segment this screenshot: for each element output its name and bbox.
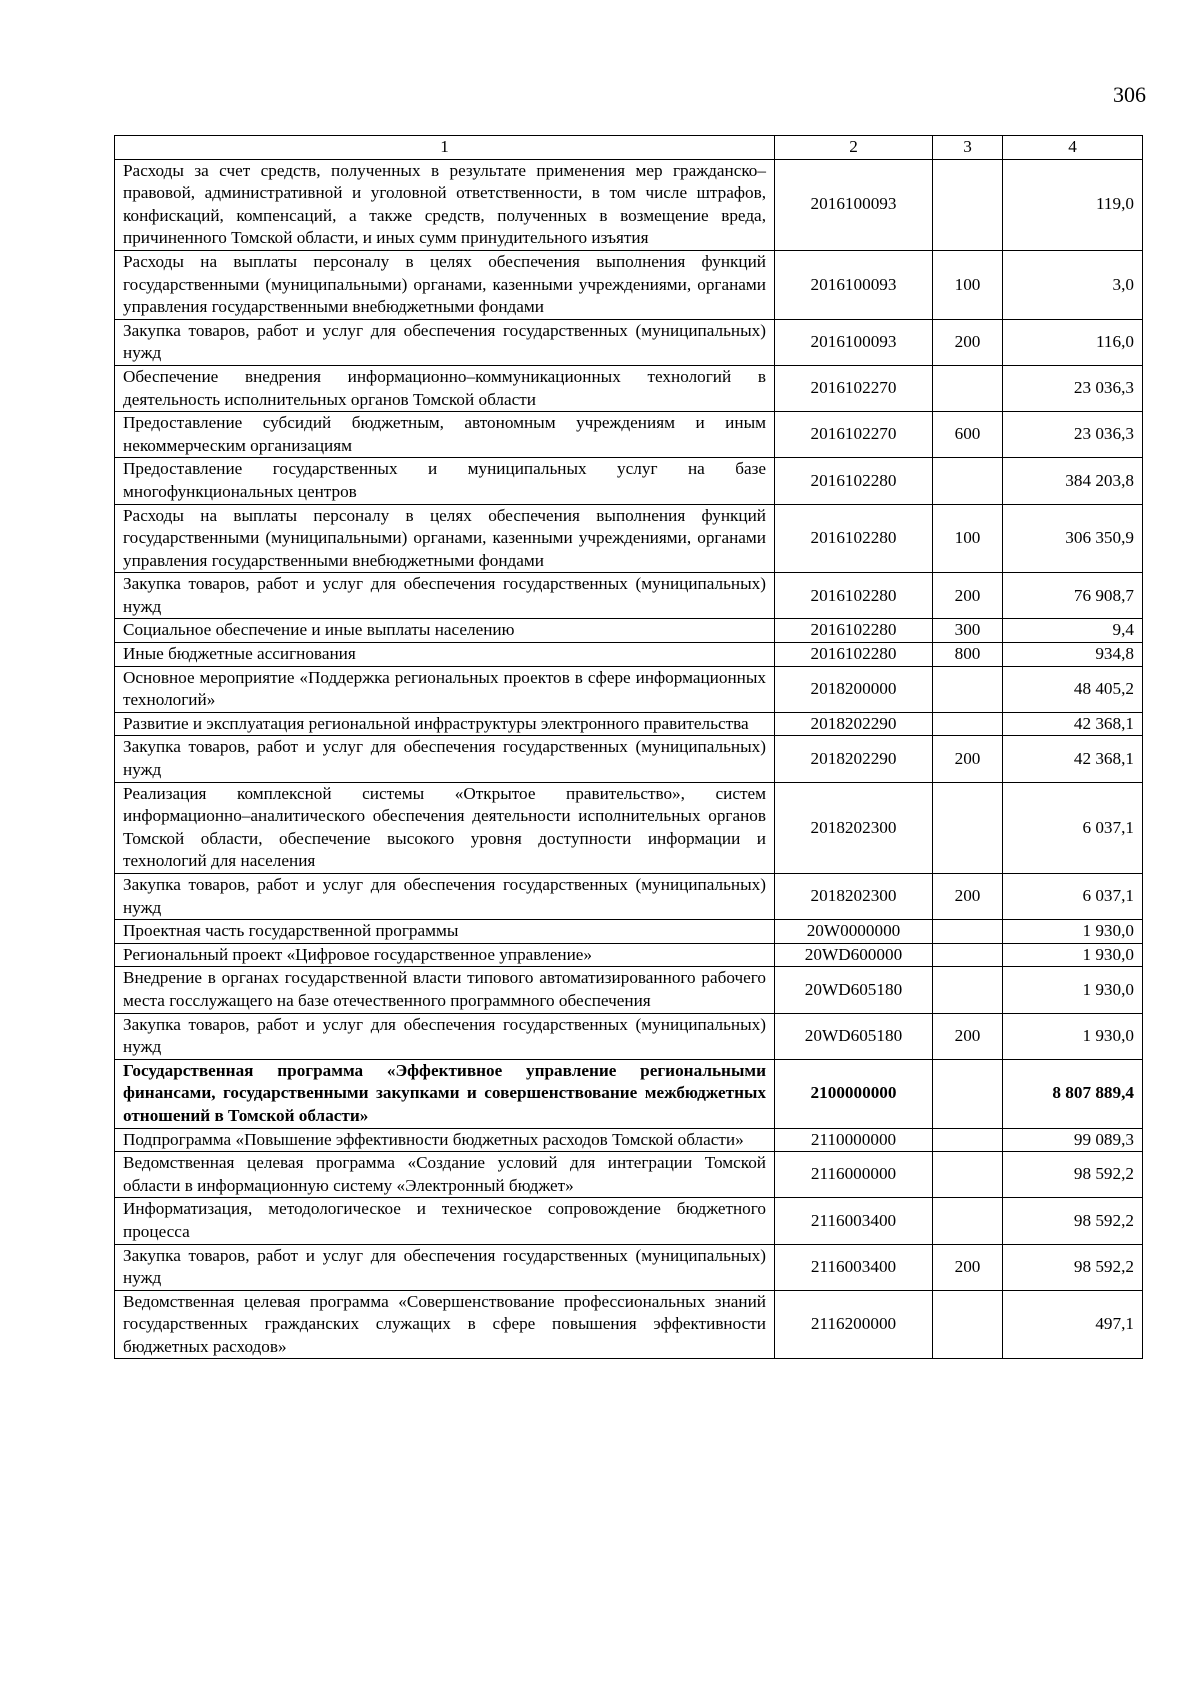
row-name: Реализация комплексной системы «Открытое правительство», систем информационно–аналитического обеспечения деятельности исполнительных органов Томской области, обеспечение высокого уровня доступности информации и технологий для населения — [115, 782, 775, 873]
row-expense-type: 200 — [933, 1013, 1003, 1059]
row-name: Обеспечение внедрения информационно–коммуникационных технологий в деятельность исполнительных органов Томской области — [115, 365, 775, 411]
row-amount: 384 203,8 — [1003, 458, 1143, 504]
table-row — [115, 1198, 1143, 1244]
table-row — [115, 643, 1143, 667]
table-row — [115, 1290, 1143, 1359]
table-row — [115, 504, 1143, 573]
row-expense-type: 200 — [933, 573, 1003, 619]
row-name: Предоставление государственных и муниципальных услуг на базе многофункциональных центров — [115, 458, 775, 504]
row-expense-type — [933, 1059, 1003, 1128]
row-expense-type: 100 — [933, 504, 1003, 573]
row-target-code: 2016102280 — [775, 458, 933, 504]
row-expense-type — [933, 159, 1003, 250]
row-amount: 306 350,9 — [1003, 504, 1143, 573]
row-name: Основное мероприятие «Поддержка региональных проектов в сфере информационных технологий» — [115, 666, 775, 712]
row-name: Расходы на выплаты персоналу в целях обеспечения выполнения функций государственными (муниципальными) органами, казенными учреждениями, органами управления государственными внебюджетными фондами — [115, 250, 775, 319]
row-name: Закупка товаров, работ и услуг для обеспечения государственных (муниципальных) нужд — [115, 874, 775, 920]
row-expense-type — [933, 458, 1003, 504]
row-expense-type: 100 — [933, 250, 1003, 319]
table-row — [115, 1244, 1143, 1290]
table-row — [115, 1128, 1143, 1152]
table-row — [115, 943, 1143, 967]
table-row — [115, 365, 1143, 411]
row-expense-type: 200 — [933, 319, 1003, 365]
row-amount: 6 037,1 — [1003, 782, 1143, 873]
row-target-code: 2018202300 — [775, 874, 933, 920]
row-amount: 119,0 — [1003, 159, 1143, 250]
row-target-code: 2116200000 — [775, 1290, 933, 1359]
table-row — [115, 458, 1143, 504]
row-amount: 1 930,0 — [1003, 1013, 1143, 1059]
row-target-code: 2018202290 — [775, 712, 933, 736]
row-target-code: 2016100093 — [775, 250, 933, 319]
row-name: Расходы на выплаты персоналу в целях обеспечения выполнения функций государственными (муниципальными) органами, казенными учреждениями, органами управления государственными внебюджетными фондами — [115, 504, 775, 573]
row-name: Закупка товаров, работ и услуг для обеспечения государственных (муниципальных) нужд — [115, 573, 775, 619]
row-amount: 23 036,3 — [1003, 365, 1143, 411]
row-expense-type — [933, 666, 1003, 712]
table-row — [115, 1013, 1143, 1059]
page-number: 306 — [1113, 82, 1146, 107]
row-expense-type — [933, 1128, 1003, 1152]
row-name: Региональный проект «Цифровое государственное управление» — [115, 943, 775, 967]
row-name: Предоставление субсидий бюджетным, автономным учреждениям и иным некоммерческим организациям — [115, 412, 775, 458]
row-amount: 42 368,1 — [1003, 736, 1143, 782]
row-amount: 98 592,2 — [1003, 1198, 1143, 1244]
row-target-code: 2018202290 — [775, 736, 933, 782]
table-row — [115, 1059, 1143, 1128]
table-row — [115, 712, 1143, 736]
row-name: Государственная программа «Эффективное управление региональными финансами, государственными закупками и совершенствование межбюджетных отношений в Томской области» — [115, 1059, 775, 1128]
row-amount: 48 405,2 — [1003, 666, 1143, 712]
row-expense-type — [933, 1152, 1003, 1198]
row-expense-type — [933, 1198, 1003, 1244]
table-row — [115, 573, 1143, 619]
row-target-code: 20WD600000 — [775, 943, 933, 967]
header-col-1: 1 — [115, 136, 775, 160]
row-expense-type: 600 — [933, 412, 1003, 458]
row-amount: 8 807 889,4 — [1003, 1059, 1143, 1128]
row-expense-type — [933, 943, 1003, 967]
row-name: Развитие и эксплуатация региональной инфраструктуры электронного правительства — [115, 712, 775, 736]
header-col-4: 4 — [1003, 136, 1143, 160]
header-col-3: 3 — [933, 136, 1003, 160]
row-name: Закупка товаров, работ и услуг для обеспечения государственных (муниципальных) нужд — [115, 1244, 775, 1290]
row-amount: 497,1 — [1003, 1290, 1143, 1359]
row-name: Ведомственная целевая программа «Совершенствование профессиональных знаний государственных гражданских служащих в сфере повышения эффективности бюджетных расходов» — [115, 1290, 775, 1359]
row-target-code: 2016100093 — [775, 319, 933, 365]
row-expense-type — [933, 782, 1003, 873]
table-row — [115, 782, 1143, 873]
row-amount: 1 930,0 — [1003, 967, 1143, 1013]
table-row — [115, 736, 1143, 782]
row-name: Закупка товаров, работ и услуг для обеспечения государственных (муниципальных) нужд — [115, 736, 775, 782]
row-expense-type — [933, 1290, 1003, 1359]
table-row — [115, 874, 1143, 920]
row-target-code: 2016102280 — [775, 619, 933, 643]
row-target-code: 2100000000 — [775, 1059, 933, 1128]
row-expense-type — [933, 712, 1003, 736]
row-target-code: 2016102280 — [775, 504, 933, 573]
row-expense-type — [933, 365, 1003, 411]
row-target-code: 2016102280 — [775, 643, 933, 667]
row-name: Ведомственная целевая программа «Создание условий для интеграции Томской области в информационную систему «Электронный бюджет» — [115, 1152, 775, 1198]
row-name: Информатизация, методологическое и техническое сопровождение бюджетного процесса — [115, 1198, 775, 1244]
row-name: Проектная часть государственной программы — [115, 920, 775, 944]
row-target-code: 20WD605180 — [775, 1013, 933, 1059]
row-amount: 1 930,0 — [1003, 943, 1143, 967]
budget-table — [114, 135, 1143, 1359]
row-amount: 934,8 — [1003, 643, 1143, 667]
row-target-code: 20WD605180 — [775, 967, 933, 1013]
row-amount: 3,0 — [1003, 250, 1143, 319]
row-expense-type: 200 — [933, 1244, 1003, 1290]
table-row — [115, 319, 1143, 365]
row-expense-type — [933, 967, 1003, 1013]
table-row — [115, 159, 1143, 250]
row-target-code: 2018202300 — [775, 782, 933, 873]
row-amount: 116,0 — [1003, 319, 1143, 365]
row-name: Иные бюджетные ассигнования — [115, 643, 775, 667]
table-row — [115, 250, 1143, 319]
table-row — [115, 967, 1143, 1013]
row-target-code: 2116000000 — [775, 1152, 933, 1198]
row-amount: 23 036,3 — [1003, 412, 1143, 458]
row-name: Расходы за счет средств, полученных в результате применения мер гражданско–правовой, административной и уголовной ответственности, в том числе штрафов, конфискаций, компенсаций, а также средств, полученных в возмещение вреда, причиненного Томской области, и иных сумм принудительного изъятия — [115, 159, 775, 250]
table-body — [115, 159, 1143, 1359]
row-target-code: 2018200000 — [775, 666, 933, 712]
table-row — [115, 412, 1143, 458]
table-row — [115, 920, 1143, 944]
row-amount: 99 089,3 — [1003, 1128, 1143, 1152]
row-expense-type: 200 — [933, 736, 1003, 782]
row-target-code: 2110000000 — [775, 1128, 933, 1152]
row-target-code: 2116003400 — [775, 1244, 933, 1290]
header-row — [115, 136, 1143, 160]
row-expense-type: 800 — [933, 643, 1003, 667]
table-row — [115, 1152, 1143, 1198]
table-row — [115, 666, 1143, 712]
row-amount: 1 930,0 — [1003, 920, 1143, 944]
row-expense-type: 300 — [933, 619, 1003, 643]
header-col-2: 2 — [775, 136, 933, 160]
table-header — [115, 136, 1143, 160]
table-row — [115, 619, 1143, 643]
row-amount: 6 037,1 — [1003, 874, 1143, 920]
row-amount: 9,4 — [1003, 619, 1143, 643]
row-target-code: 20W0000000 — [775, 920, 933, 944]
row-target-code: 2016100093 — [775, 159, 933, 250]
row-name: Закупка товаров, работ и услуг для обеспечения государственных (муниципальных) нужд — [115, 1013, 775, 1059]
row-amount: 98 592,2 — [1003, 1244, 1143, 1290]
row-target-code: 2016102270 — [775, 365, 933, 411]
row-expense-type — [933, 920, 1003, 944]
row-amount: 42 368,1 — [1003, 712, 1143, 736]
row-amount: 98 592,2 — [1003, 1152, 1143, 1198]
row-name: Закупка товаров, работ и услуг для обеспечения государственных (муниципальных) нужд — [115, 319, 775, 365]
row-name: Подпрограмма «Повышение эффективности бюджетных расходов Томской области» — [115, 1128, 775, 1152]
row-target-code: 2016102280 — [775, 573, 933, 619]
row-expense-type: 200 — [933, 874, 1003, 920]
row-amount: 76 908,7 — [1003, 573, 1143, 619]
row-name: Социальное обеспечение и иные выплаты населению — [115, 619, 775, 643]
row-target-code: 2016102270 — [775, 412, 933, 458]
row-name: Внедрение в органах государственной власти типового автоматизированного рабочего места госслужащего на базе отечественного программного обеспечения — [115, 967, 775, 1013]
row-target-code: 2116003400 — [775, 1198, 933, 1244]
